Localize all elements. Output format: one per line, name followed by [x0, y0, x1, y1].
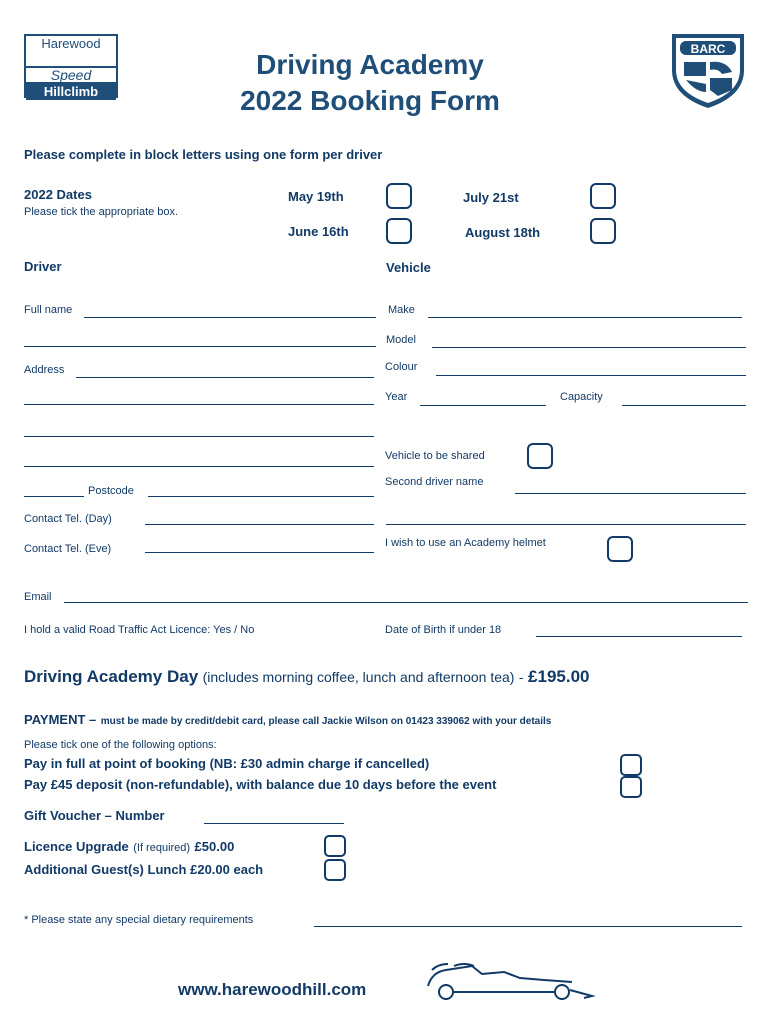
address-field-4[interactable] [24, 466, 374, 467]
address-field-2[interactable] [24, 404, 374, 405]
footer-url[interactable]: www.harewoodhill.com [178, 980, 367, 999]
second-driver-field[interactable] [515, 493, 746, 494]
form-title-line1: Driving Academy [256, 49, 484, 80]
payment-heading: PAYMENT – [24, 712, 97, 727]
helmet-label: I wish to use an Academy helmet [385, 537, 546, 549]
make-label: Make [388, 304, 415, 316]
full-name-field[interactable] [84, 317, 376, 318]
barc-text: BARC [690, 42, 726, 56]
race-car-icon [424, 960, 596, 1004]
licence-upgrade-label: Licence Upgrade [24, 839, 129, 854]
address-field-3[interactable] [24, 436, 374, 437]
address-label: Address [24, 364, 65, 376]
year-field[interactable] [420, 405, 546, 406]
tel-day-field[interactable] [145, 524, 374, 525]
capacity-label: Capacity [560, 391, 603, 403]
colour-field[interactable] [436, 375, 746, 376]
gift-voucher-field[interactable] [204, 823, 344, 824]
instructions: Please complete in block letters using one form per driver [24, 147, 383, 162]
tel-eve-label: Contact Tel. (Eve) [24, 543, 112, 555]
payment-line [24, 711, 551, 729]
dates-hint: Please tick the appropriate box. [24, 206, 179, 218]
date-may-label: May 19th [288, 189, 344, 204]
full-name-field-2[interactable] [24, 346, 376, 347]
date-july-label: July 21st [463, 190, 519, 205]
full-name-label: Full name [24, 304, 73, 316]
harewood-logo [24, 34, 118, 98]
postcode-label: Postcode [88, 485, 134, 497]
licence-upgrade-line [24, 838, 234, 856]
email-field[interactable] [64, 602, 748, 603]
licence-label: I hold a valid Road Traffic Act Licence: Yes / No [24, 624, 255, 636]
year-label: Year [385, 391, 408, 403]
licence-upgrade-checkbox[interactable] [324, 835, 346, 857]
tel-eve-field[interactable] [145, 552, 374, 553]
logo-line1: Harewood [41, 36, 101, 51]
postcode-prefix-field[interactable] [24, 496, 84, 497]
dob-field[interactable] [536, 636, 742, 637]
guest-lunch-label: Additional Guest(s) Lunch £20.00 each [24, 862, 264, 877]
option-deposit-checkbox[interactable] [620, 776, 642, 798]
tel-day-label: Contact Tel. (Day) [24, 513, 112, 525]
date-june-label: June 16th [288, 224, 349, 239]
guest-lunch-checkbox[interactable] [324, 859, 346, 881]
date-may-checkbox[interactable] [386, 183, 412, 209]
option-full-checkbox[interactable] [620, 754, 642, 776]
option-deposit-label: Pay £45 deposit (non-refundable), with balance due 10 days before the event [24, 777, 497, 792]
model-field[interactable] [432, 347, 746, 348]
date-august-label: August 18th [465, 225, 541, 240]
vehicle-heading: Vehicle [386, 260, 431, 275]
payment-options-hint: Please tick one of the following options: [24, 739, 217, 751]
date-august-checkbox[interactable] [590, 218, 616, 244]
email-label: Email [24, 591, 52, 603]
second-driver-label: Second driver name [385, 476, 484, 488]
address-field-1[interactable] [76, 377, 374, 378]
second-driver-field-2[interactable] [386, 524, 746, 525]
option-full-label: Pay in full at point of booking (NB: £30 admin charge if cancelled) [24, 756, 430, 771]
date-june-checkbox[interactable] [386, 218, 412, 244]
form-title-line2: 2022 Booking Form [240, 85, 500, 116]
vehicle-shared-checkbox[interactable] [527, 443, 553, 469]
academy-day-line [24, 667, 589, 687]
driver-heading: Driver [24, 259, 62, 274]
date-july-checkbox[interactable] [590, 183, 616, 209]
academy-day-price: £195.00 [528, 667, 590, 686]
academy-day-title: Driving Academy Day [24, 667, 199, 686]
logo-line2: Speed [26, 66, 116, 84]
dietary-field[interactable] [314, 926, 742, 927]
make-field[interactable] [428, 317, 742, 318]
licence-upgrade-price: £50.00 [194, 839, 235, 854]
dates-heading: 2022 Dates [24, 187, 92, 202]
academy-day-includes: (includes morning coffee, lunch and afternoon tea) [202, 669, 515, 685]
colour-label: Colour [385, 361, 418, 373]
barc-badge-icon [666, 26, 750, 110]
logo-line3: Hillclimb [26, 84, 116, 100]
helmet-checkbox[interactable] [607, 536, 633, 562]
postcode-field[interactable] [148, 496, 374, 497]
gift-voucher-label: Gift Voucher – Number [24, 808, 165, 823]
dietary-label: * Please state any special dietary requirements [24, 914, 254, 926]
academy-day-dash: - [518, 669, 524, 685]
payment-note: must be made by credit/debit card, please call Jackie Wilson on 01423 339062 with your details [100, 716, 552, 727]
model-label: Model [386, 334, 416, 346]
licence-upgrade-note: (If required) [133, 842, 191, 854]
vehicle-shared-label: Vehicle to be shared [385, 450, 485, 462]
dob-label: Date of Birth if under 18 [385, 624, 502, 636]
capacity-field[interactable] [622, 405, 746, 406]
